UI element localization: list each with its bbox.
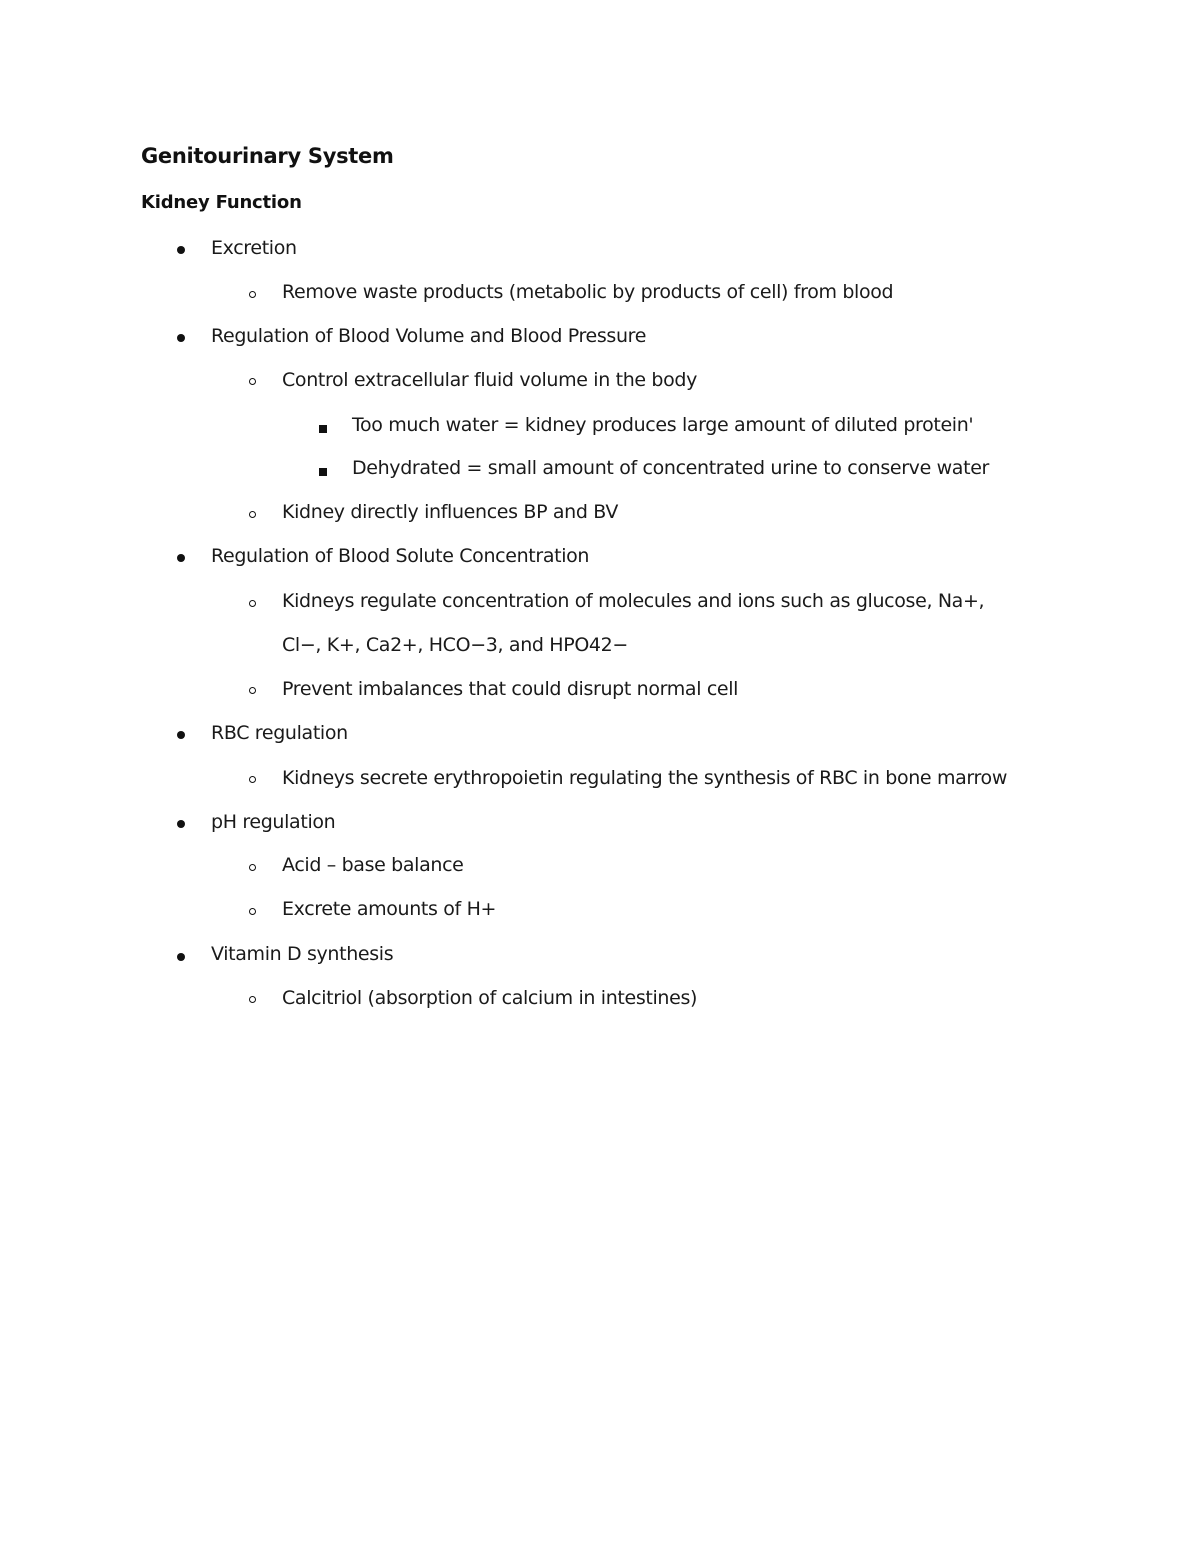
level1-bullet-icon	[177, 334, 185, 342]
level2-bullet-icon	[249, 291, 256, 298]
list-item-level2: Control extracellular fluid volume in the body	[282, 369, 698, 391]
level3-bullet-icon	[319, 425, 327, 433]
level1-bullet-icon	[177, 246, 185, 254]
list-item-level1: RBC regulation	[211, 722, 348, 744]
level2-bullet-icon	[249, 996, 256, 1003]
list-item-level2: Acid – base balance	[282, 854, 464, 876]
level2-bullet-icon	[249, 600, 256, 607]
list-item-level2: Prevent imbalances that could disrupt normal cell	[282, 678, 739, 700]
list-item-level1: Regulation of Blood Volume and Blood Pressure	[211, 325, 647, 347]
page-title: Genitourinary System	[141, 144, 394, 168]
level1-bullet-icon	[177, 953, 185, 961]
list-item-level1: Regulation of Blood Solute Concentration	[211, 545, 590, 567]
level2-bullet-icon	[249, 687, 256, 694]
list-item-level1: Excretion	[211, 237, 297, 259]
list-item-level2: Kidneys regulate concentration of molecules and ions such as glucose, Na+,	[282, 590, 985, 612]
list-item-level2: Remove waste products (metabolic by products of cell) from blood	[282, 281, 894, 303]
level2-bullet-icon	[249, 776, 256, 783]
list-item-level3: Too much water = kidney produces large amount of diluted protein'	[352, 414, 974, 436]
list-item-level1: pH regulation	[211, 811, 336, 833]
level2-bullet-icon	[249, 511, 256, 518]
section-heading: Kidney Function	[141, 192, 302, 213]
list-item-level2: Excrete amounts of H+	[282, 898, 497, 920]
level2-bullet-icon	[249, 864, 256, 871]
level1-bullet-icon	[177, 554, 185, 562]
list-item-level2-continuation: Cl−, K+, Ca2+, HCO−3, and HPO42−	[282, 634, 628, 656]
level3-bullet-icon	[319, 468, 327, 476]
level1-bullet-icon	[177, 820, 185, 828]
level1-bullet-icon	[177, 731, 185, 739]
level2-bullet-icon	[249, 378, 256, 385]
list-item-level2: Calcitriol (absorption of calcium in intestines)	[282, 987, 698, 1009]
list-item-level2: Kidney directly influences BP and BV	[282, 501, 618, 523]
list-item-level1: Vitamin D synthesis	[211, 943, 394, 965]
list-item-level3: Dehydrated = small amount of concentrated urine to conserve water	[352, 457, 989, 479]
level2-bullet-icon	[249, 908, 256, 915]
list-item-level2: Kidneys secrete erythropoietin regulating the synthesis of RBC in bone marrow	[282, 767, 1008, 789]
